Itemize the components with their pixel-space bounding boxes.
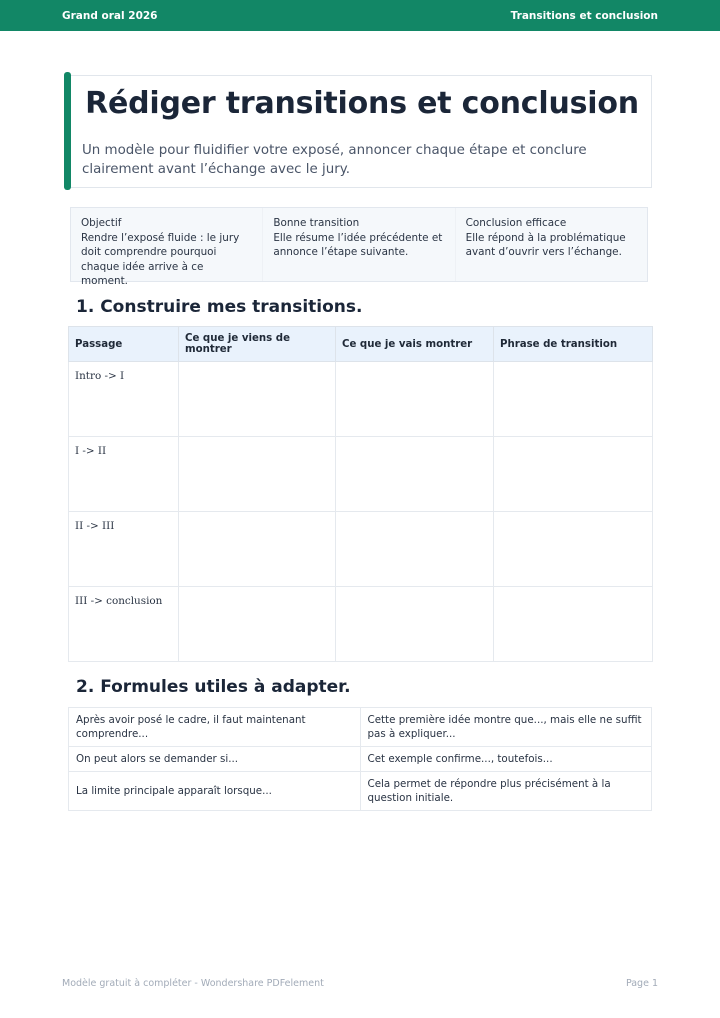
phrase-cell: Après avoir posé le cadre, il faut maintenant comprendre... — [69, 708, 361, 747]
page-title: Rédiger transitions et conclusion — [85, 86, 639, 121]
phrase-cell: Cela permet de répondre plus précisément à la question initiale. — [360, 772, 652, 811]
hero-accent-bar — [64, 72, 71, 190]
fill-in-cell[interactable] — [336, 587, 494, 662]
fill-in-cell[interactable] — [494, 362, 653, 437]
page-footer — [62, 978, 658, 989]
fill-in-cell[interactable] — [179, 437, 336, 512]
transitions-table — [68, 326, 653, 662]
fill-in-cell[interactable] — [336, 512, 494, 587]
table-row — [69, 747, 652, 772]
fill-in-cell[interactable] — [179, 587, 336, 662]
phrase-cell: Cette première idée montre que..., mais elle ne suffit pas à expliquer... — [360, 708, 652, 747]
card-title: Objectif — [81, 217, 122, 229]
header-right-label: Transitions et conclusion — [510, 9, 658, 22]
phrase-cell: La limite principale apparaît lorsque... — [69, 772, 361, 811]
phrases-table — [68, 707, 652, 811]
fill-in-cell[interactable] — [179, 362, 336, 437]
passage-cell: III -> conclusion — [69, 587, 179, 662]
card-text: Elle résume l’idée précédente et annonce l’étape suivante. — [273, 231, 443, 258]
card-text: Rendre l’exposé fluide : le jury doit comprendre pourquoi chaque idée arrive à ce moment. — [81, 231, 240, 287]
passage-cell: II -> III — [69, 512, 179, 587]
top-banner — [0, 0, 720, 31]
column-header: Ce que je vais montrer — [336, 327, 494, 362]
table-row — [69, 362, 653, 437]
table-row — [69, 587, 653, 662]
info-cards — [70, 207, 648, 287]
card-objectif — [71, 208, 263, 287]
card-title: Conclusion efficace — [465, 217, 567, 229]
footer-credit: Modèle gratuit à compléter - Wondershare PDFelement — [62, 978, 324, 989]
page-subtitle: Un modèle pour fluidifier votre exposé, annoncer chaque étape et conclure clairement avant l’échange avec le jury. — [82, 143, 587, 177]
table-row — [69, 512, 653, 587]
section-2-heading: 2. Formules utiles à adapter. — [76, 677, 351, 697]
column-header: Ce que je viens de montrer — [179, 327, 336, 362]
table-header-row — [69, 327, 653, 362]
column-header: Phrase de transition — [494, 327, 653, 362]
card-bonne-transition — [263, 208, 455, 281]
fill-in-cell[interactable] — [179, 512, 336, 587]
section-1-heading: 1. Construire mes transitions. — [76, 297, 363, 317]
table-row — [69, 772, 652, 811]
column-header: Passage — [69, 327, 179, 362]
fill-in-cell[interactable] — [494, 437, 653, 512]
phrase-cell: On peut alors se demander si... — [69, 747, 361, 772]
hero-box — [64, 75, 652, 188]
card-text: Elle répond à la problématique avant d’ouvrir vers l’échange. — [465, 231, 626, 258]
table-row — [69, 708, 652, 747]
card-title: Bonne transition — [273, 217, 360, 229]
table-row — [69, 437, 653, 512]
fill-in-cell[interactable] — [336, 362, 494, 437]
fill-in-cell[interactable] — [336, 437, 494, 512]
card-conclusion-efficace — [456, 208, 647, 281]
header-left-label: Grand oral 2026 — [62, 9, 158, 22]
fill-in-cell[interactable] — [494, 512, 653, 587]
passage-cell: I -> II — [69, 437, 179, 512]
fill-in-cell[interactable] — [494, 587, 653, 662]
page-number: Page 1 — [625, 978, 658, 989]
phrase-cell: Cet exemple confirme..., toutefois... — [360, 747, 652, 772]
passage-cell: Intro -> I — [69, 362, 179, 437]
